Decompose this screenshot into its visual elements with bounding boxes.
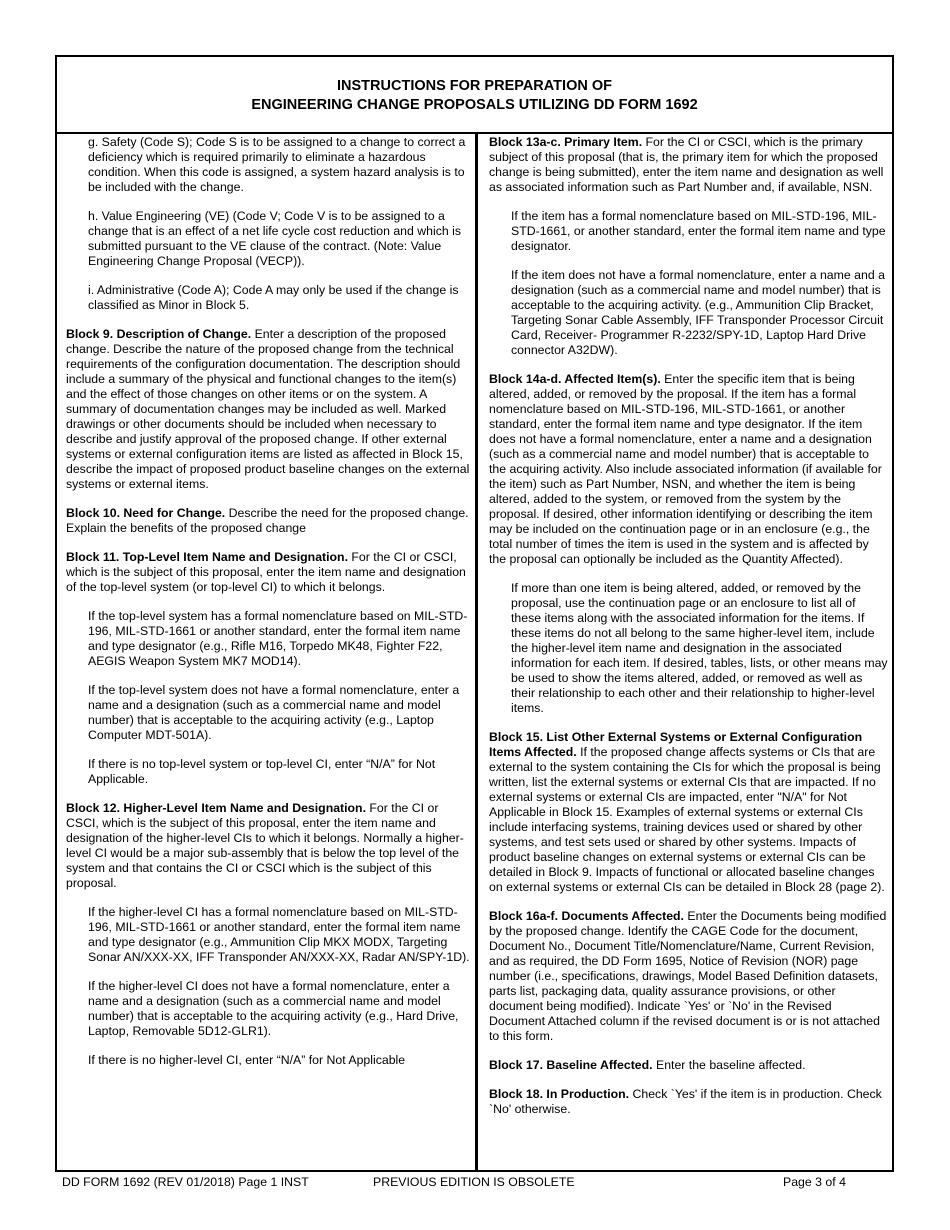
footer-form-id: DD FORM 1692 (REV 01/2018) Page 1 INST <box>62 1175 309 1189</box>
block-12-para-2: If the higher-level CI does not have a formal nomenclature, enter a name and a designation (such as a commercial name and model number) that is acceptable to the acquiring activity (e.g., Hard Drive, Laptop, Removable 5D12-GLR1). <box>88 979 459 1038</box>
block-18 <box>489 1087 889 1117</box>
block-16 <box>489 909 889 1044</box>
block-13 <box>489 135 889 195</box>
block-11-heading: Block 11. Top-Level Item Name and Designation. <box>66 550 348 564</box>
block-16-text: Enter the Documents being modified by the proposed change. Identify the CAGE Code for the document, Document No., Document Title/Nomenclature/Name, Current Revision, and as required, the DD Form 1695, Notice of Revision (NOR) page number (i.e., specifications, drawings, Model Based Definition datasets, parts list, packaging data, quality assurance provisions, or other document being modified). Indicate `Yes' or `No' in the Revised Document Attached column if the revised document is or is not attached to this form. <box>489 909 887 1043</box>
item-h: h. Value Engineering (VE) (Code V; Code V is to be assigned to a change that is an effect of a net life cycle cost reduction and which is submitted pursuant to the VE clause of the contract. (Note: Value Engineering Change Proposal (VECP)). <box>88 209 461 268</box>
block-14-text: Enter the specific item that is being altered, added, or removed by the proposal. If the item has a formal nomenclature based on MIL-STD-196, MIL-STD-1661, or another standard, enter the formal item name and type designator. If the item does not have a formal nomenclature, enter a name and a designation (such as a commercial name and model number) that is acceptable to the acquiring activity. Also include associated information (if available for the item) such as Part Number, NSN, and whether the item is being altered, added to the system, or removed from the system by the proposal. If desired, other information identifying or describing the item may be included on the continuation page or in an enclosure (e.g., the total number of times the item is used in the system and is affected by the proposal can optionally be included as the Quantity Affected). <box>489 372 882 566</box>
block-13-para-2: If the item does not have a formal nomenclature, enter a name and a designation (such as a commercial name and model number) that is acceptable to the acquiring activity. (e.g., Ammunition Clip Bracket, Targeting Sonar Cable Assembly, IFF Transponder Processor Circuit Card, Receiver- Programmer R-2232/SPY-1D, Laptop Hard Drive connector A32DW). <box>511 268 885 357</box>
block-15-text: If the proposed change affects systems or CIs that are external to the system containing the CIs for which the proposal is being written, list the external systems or external CIs that are impacted. If no external systems or external CIs are impacted, enter "N/A" for Not Applicable in Block 15. Examples of external systems or external CIs include interfacing systems, training devices used or shared by other systems, and test sets used or shared by other systems. Impacts of product baseline changes on external systems or external CIs can be detailed in Block 9. Impacts of functional or allocated baseline changes on external systems or external CIs can be detailed in Block 28 (page 2). <box>489 745 885 894</box>
block-9-heading: Block 9. Description of Change. <box>66 327 252 341</box>
block-12-text: For the CI or CSCI, which is the subject of this proposal, enter the item name and designation of the higher-level CIs to which it belongs. Normally a higher-level CI would be a major sub-assembly that is below the top level of the system and that contains the CI or CSCI which is the subject of this proposal. <box>66 801 464 890</box>
footer-page-number: Page 3 of 4 <box>783 1175 846 1189</box>
title-line-1: INSTRUCTIONS FOR PREPARATION OF <box>337 78 612 94</box>
block-10-text: Describe the need for the proposed change. Explain the benefits of the proposed change <box>66 506 469 535</box>
block-17-text: Enter the baseline affected. <box>652 1058 806 1072</box>
footer-edition-note: PREVIOUS EDITION IS OBSOLETE <box>373 1175 575 1189</box>
block-12-para-3: If there is no higher-level CI, enter “N/A” for Not Applicable <box>88 1053 406 1067</box>
block-16-heading: Block 16a-f. Documents Affected. <box>489 909 684 923</box>
block-14-para-1: If more than one item is being altered, added, or removed by the proposal, use the continuation page or an enclosure to list all of these items along with the associated information for the items. If these items do not all belong to the same higher-level item, include the higher-level item name and designation in the associated information for each item. If desired, tables, lists, or other means may be used to show the items altered, added, or removed as well as their relationship to each other and their relationship to higher-level items. <box>511 581 888 715</box>
page-title <box>57 77 892 115</box>
item-i: i. Administrative (Code A); Code A may only be used if the change is classified as Minor in Block 5. <box>88 283 459 312</box>
block-13-para-1: If the item has a formal nomenclature based on MIL-STD-196, MIL-STD-1661, or another standard, enter the formal item name and type designator. <box>511 209 886 253</box>
form-frame <box>55 55 894 1172</box>
block-13-text: For the CI or CSCI, which is the primary subject of this proposal (that is, the primary item for which the proposed change is being submitted), enter the item name and designation as well as associated information such as Part Number and, if available, NSN. <box>489 135 884 194</box>
block-13-heading: Block 13a-c. Primary Item. <box>489 135 643 149</box>
block-11 <box>66 550 471 595</box>
block-12-para-1: If the higher-level CI has a formal nomenclature based on MIL-STD-196, MIL-STD-1661 or another standard, enter the formal item name and type designator (e.g., Ammunition Clip MKX MODX, Targeting Sonar AN/XXX-XX, IFF Transponder AN/XXX-XX, Radar AN/SPY-1D). <box>88 905 470 964</box>
title-line-2: ENGINEERING CHANGE PROPOSALS UTILIZING DD FORM 1692 <box>251 97 698 113</box>
block-11-para-3: If there is no top-level system or top-level CI, enter “N/A” for Not Applicable. <box>88 757 436 786</box>
item-g: g. Safety (Code S); Code S is to be assigned to a change to correct a deficiency which is required primarily to eliminate a hazardous condition. When this code is assigned, a system hazard analysis is to be included with the change. <box>88 135 466 194</box>
block-18-text: Check `Yes' if the item is in production. Check `No' otherwise. <box>489 1087 882 1116</box>
block-15-heading: Block 15. List Other External Systems or External Configuration Items Affected. <box>489 730 863 759</box>
column-divider <box>475 132 478 1170</box>
block-17 <box>489 1058 889 1073</box>
block-14 <box>489 372 889 567</box>
block-12-heading: Block 12. Higher-Level Item Name and Designation. <box>66 801 366 815</box>
block-11-text: For the CI or CSCI, which is the subject of this proposal, enter the item name and designation of the top-level system (or top-level CI) to which it belongs. <box>66 550 466 594</box>
right-column <box>489 135 889 1131</box>
block-11-para-2: If the top-level system does not have a formal nomenclature, enter a name and a designation (such as a commercial name and model number) that is acceptable to the acquiring activity (e.g., Laptop Computer MDT-501A). <box>88 683 460 742</box>
block-10 <box>66 506 471 536</box>
block-18-heading: Block 18. In Production. <box>489 1087 630 1101</box>
block-9 <box>66 327 471 492</box>
left-column <box>66 135 471 1082</box>
block-12 <box>66 801 471 891</box>
block-17-heading: Block 17. Baseline Affected. <box>489 1058 653 1072</box>
block-9-text: Enter a description of the proposed change. Describe the nature of the proposed change from the technical requirements of the configuration documentation. The description should include a summary of the physical and functional changes to the item(s) and the effect of those changes on other items or on the system. A summary of documentation changes may be included as well. Marked drawings or other documents should be included when necessary to describe and justify approval of the proposed change. If other external systems or external configuration items are listed as affected in Block 15, describe the impact of proposed product baseline changes on the external systems or external items. <box>66 327 470 491</box>
block-15 <box>489 730 889 895</box>
block-11-para-1: If the top-level system has a formal nomenclature based on MIL-STD-196, MIL-STD-1661 or another standard, enter the formal item name and type designator (e.g., Rifle M16, Torpedo MK48, Fighter F22, AEGIS Weapon System MK7 MOD14). <box>88 609 468 668</box>
block-14-heading: Block 14a-d. Affected Item(s). <box>489 372 661 386</box>
block-10-heading: Block 10. Need for Change. <box>66 506 226 520</box>
